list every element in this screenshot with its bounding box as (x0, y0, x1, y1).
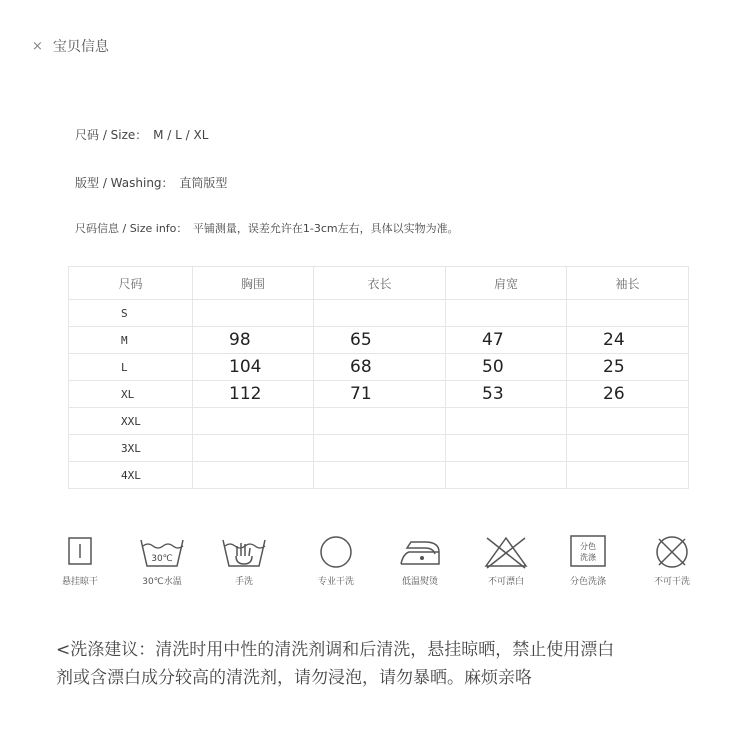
value-cell (314, 408, 446, 435)
header-sleeve: 袖长 (567, 267, 689, 300)
hand-wash-icon (219, 534, 269, 570)
value-cell: 24 (567, 327, 689, 354)
size-cell: XXL (69, 408, 193, 435)
care-label: 不可干洗 (653, 577, 690, 587)
table-row (69, 354, 689, 381)
care-label: 不可漂白 (487, 577, 524, 587)
wash-30-icon (137, 534, 187, 570)
care-item (548, 534, 628, 587)
header-length: 衣长 (314, 267, 446, 300)
care-item (204, 534, 284, 587)
size-detail-label: 尺码信息 / Size info： (75, 222, 188, 235)
value-cell (314, 462, 446, 489)
low-iron-icon (395, 534, 445, 570)
separate-wash-icon (563, 534, 613, 570)
size-detail-line (75, 220, 459, 236)
size-cell: 3XL (69, 435, 193, 462)
value-cell (446, 408, 567, 435)
care-label: 悬挂晾干 (61, 577, 98, 587)
value-cell: 68 (314, 354, 446, 381)
page-title: 宝贝信息 (52, 39, 109, 55)
care-item (122, 534, 202, 587)
table-row (69, 327, 689, 354)
value-cell (314, 435, 446, 462)
care-label: 低温熨烫 (401, 577, 438, 587)
value-cell (567, 462, 689, 489)
value-cell (314, 300, 446, 327)
table-row (69, 300, 689, 327)
page-header (32, 36, 109, 56)
value-cell: 98 (193, 327, 314, 354)
size-label: 尺码 / Size： (75, 128, 148, 142)
value-cell: 104 (193, 354, 314, 381)
size-cell: L (69, 354, 193, 381)
value-cell (446, 462, 567, 489)
value-cell (193, 435, 314, 462)
no-tumble-dry-icon (647, 534, 697, 570)
value-cell (193, 462, 314, 489)
size-cell: S (69, 300, 193, 327)
care-label: 30℃水温 (142, 577, 182, 587)
size-detail-value: 平铺测量，误差允许在1-3cm左右，具体以实物为准。 (192, 222, 459, 235)
care-note-line: 剂或含漂白成分较高的清洗剂，请勿浸泡，请勿暴晒。麻烦亲咯 (56, 668, 532, 688)
size-value: M / L / XL (153, 128, 209, 142)
fit-label: 版型 / Washing： (75, 176, 174, 190)
care-item (380, 534, 460, 587)
separate-text: 洗涤 (580, 553, 596, 562)
value-cell: 47 (446, 327, 567, 354)
care-label: 分色洗涤 (569, 577, 606, 587)
value-cell (446, 300, 567, 327)
value-cell (193, 408, 314, 435)
care-item (296, 534, 376, 587)
no-bleach-icon (481, 534, 531, 570)
care-note (56, 636, 706, 692)
value-cell (193, 300, 314, 327)
care-label: 专业干洗 (317, 577, 354, 587)
care-item (40, 534, 120, 587)
size-cell: M (69, 327, 193, 354)
table-row (69, 462, 689, 489)
table-header-row (69, 267, 689, 300)
value-cell: 26 (567, 381, 689, 408)
header-chest: 胸围 (193, 267, 314, 300)
care-icons-row (40, 534, 720, 604)
close-icon[interactable]: × (32, 38, 43, 54)
care-note-line: <洗涤建议：清洗时用中性的清洗剂调和后清洗，悬挂晾晒，禁止使用漂白 (56, 640, 615, 660)
table-row (69, 381, 689, 408)
size-cell: XL (69, 381, 193, 408)
care-item (632, 534, 712, 587)
dry-clean-icon (311, 534, 361, 570)
header-shoulder: 肩宽 (446, 267, 567, 300)
value-cell (446, 435, 567, 462)
table-row (69, 408, 689, 435)
fit-info-line (75, 174, 227, 191)
hang-dry-icon (55, 534, 105, 570)
care-label: 手洗 (234, 577, 253, 587)
size-info-line (75, 126, 208, 143)
header-size: 尺码 (69, 267, 193, 300)
wash-temp-text: 30℃ (151, 554, 173, 564)
value-cell (567, 300, 689, 327)
care-item (466, 534, 546, 587)
value-cell: 25 (567, 354, 689, 381)
value-cell: 65 (314, 327, 446, 354)
value-cell: 50 (446, 354, 567, 381)
value-cell: 112 (193, 381, 314, 408)
value-cell (567, 408, 689, 435)
fit-value: 直筒版型 (179, 176, 228, 190)
value-cell (567, 435, 689, 462)
size-cell: 4XL (69, 462, 193, 489)
value-cell: 53 (446, 381, 567, 408)
table-row (69, 435, 689, 462)
size-table (68, 266, 689, 489)
value-cell: 71 (314, 381, 446, 408)
separate-text: 分色 (580, 542, 596, 551)
